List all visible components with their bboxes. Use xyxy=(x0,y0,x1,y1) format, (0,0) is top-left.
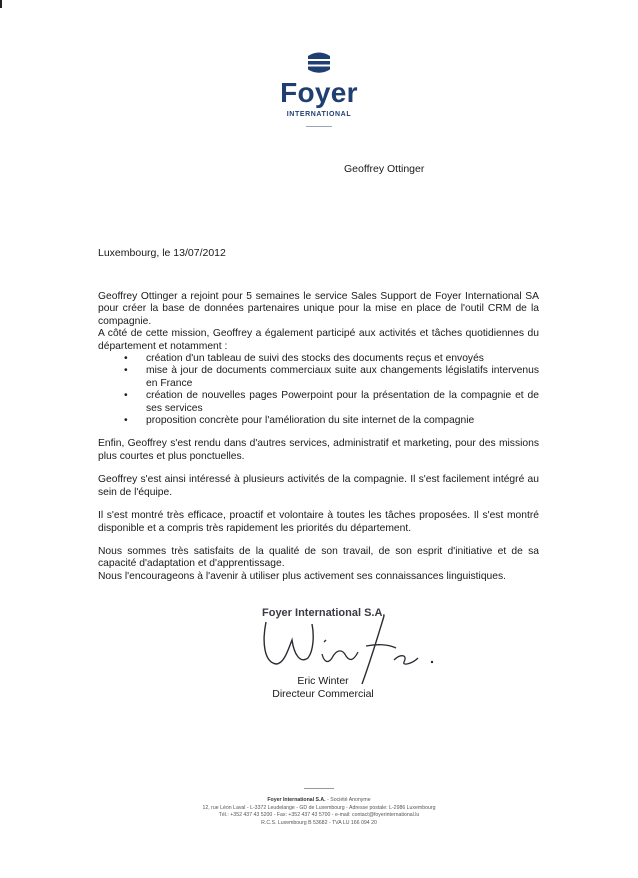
logo-divider xyxy=(306,126,332,127)
footer xyxy=(0,797,638,827)
paragraph-integration: Geoffrey s'est ainsi intéressé à plusieurs activités de la compagnie. Il s'est facilement intégré au sein de l'équipe. xyxy=(98,474,539,498)
list-item: • création de nouvelles pages Powerpoint pour la présentation de la compagnie et de ses services xyxy=(124,390,539,415)
company-logo xyxy=(0,50,638,127)
logo-subtitle: INTERNATIONAL xyxy=(286,111,352,118)
logo-name: Foyer xyxy=(280,77,358,108)
paragraph-intro: Geoffrey Ottinger a rejoint pour 5 semaines le service Sales Support de Foyer International SA pour créer la base de données partenaires unique pour la mise en place de l'outil CRM de la compagnie. xyxy=(98,291,539,327)
date-line: Luxembourg, le 13/07/2012 xyxy=(98,247,226,259)
foyer-logo-icon xyxy=(299,50,339,76)
paragraph-activities: A côté de cette mission, Geoffrey a également participé aux activités et tâches quotidiennes du département et notamment : xyxy=(98,328,539,352)
recipient-name: Geoffrey Ottinger xyxy=(344,163,425,175)
paragraph-efficiency: Il s'est montré très efficace, proactif et volontaire à toutes les tâches proposées. Il s'est montré disponible et a compris très rapidement les priorités du département. xyxy=(98,510,539,534)
footer-line-registry: R.C.S. Luxembourg B 53682 - TVA LU 166 094 20 xyxy=(261,819,377,826)
letter-body xyxy=(98,291,539,583)
handwritten-signature xyxy=(262,602,452,684)
list-item: • création d'un tableau de suivi des stocks des documents reçus et envoyés xyxy=(124,353,539,365)
footer-divider xyxy=(304,788,334,789)
footer-line-contact: Tél.: +352 437 43 5200 - Fax: +352 437 43 5700 - e-mail: contact@foyerinternational.lu xyxy=(218,812,420,819)
signature-stamp: Foyer International S.A. xyxy=(262,607,386,619)
activity-list xyxy=(98,353,539,427)
footer-company-suffix: - Société Anonyme xyxy=(325,797,371,803)
paragraph-other-services: Enfin, Geoffrey s'est rendu dans d'autres services, administratif et marketing, pour des missions plus courtes et plus ponctuelles. xyxy=(98,438,539,462)
signature-block xyxy=(262,602,422,684)
signer-name: Eric Winter xyxy=(297,675,349,687)
footer-line-company xyxy=(0,797,638,805)
footer-line-address: 12, rue Léon Laval - L-3372 Leudelange - GD de Luxembourg - Adresse postale: L-2986 Luxembourg xyxy=(202,804,436,811)
paragraph-satisfaction: Nous sommes très satisfaits de la qualité de son travail, de son esprit d'initiative et de sa capacité d'adaptation et d'apprentissage. xyxy=(98,545,539,570)
scan-edge-mark xyxy=(0,0,2,8)
list-item: • proposition concrète pour l'amélioration du site internet de la compagnie xyxy=(124,415,539,427)
list-item: • mise à jour de documents commerciaux suite aux changements législatifs intervenus en France xyxy=(124,365,539,390)
signer-title: Directeur Commercial xyxy=(272,688,374,700)
paragraph-encouragement: Nous l'encourageons à l'avenir à utiliser plus activement ses connaissances linguistiques. xyxy=(98,570,507,582)
footer-company: Foyer International S.A. xyxy=(267,797,326,803)
signer-info xyxy=(268,675,378,701)
